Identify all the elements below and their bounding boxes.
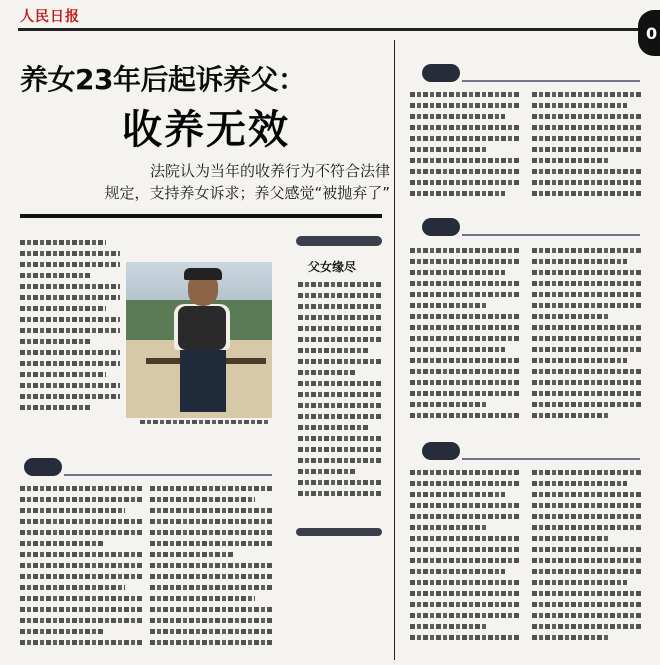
column-divider: [394, 40, 395, 660]
sidebar-title: 父女缘尽: [308, 260, 357, 274]
section-pill: [422, 64, 460, 82]
left-column-text: [20, 240, 120, 432]
headline-line2: 收养无效: [122, 107, 290, 153]
article-photo: [126, 262, 272, 418]
right-block1-col1: [410, 92, 520, 204]
article-deck: [20, 160, 390, 204]
section-pill: [422, 218, 460, 236]
section-head-right-3: [422, 442, 642, 460]
right-block3-col1: [410, 470, 520, 650]
sidebar-top-rule: [296, 236, 382, 246]
photo-caption: [140, 420, 270, 424]
section-pill: [24, 458, 62, 476]
page-number-tab: [638, 10, 660, 56]
section-head-right-1: [422, 64, 642, 82]
deck-line1: 法院认为当年的收养行为不符合法律: [149, 162, 390, 180]
right-block1-col2: [532, 92, 642, 204]
headline-line1: 养女23年后起诉养父：: [20, 63, 306, 96]
deck-rule: [20, 214, 382, 218]
right-block2-col2: [532, 248, 642, 424]
right-block3-col2: [532, 470, 642, 650]
bottom-left-column-2: [150, 486, 272, 656]
sidebar-bottom-rule: [296, 528, 382, 536]
deck-line2: 规定，支持养女诉求；养父感觉“被抛弃了”: [104, 184, 390, 202]
bottom-left-column-1: [20, 486, 142, 656]
sidebar-text: [298, 282, 382, 522]
masthead-paper-name: 人民日报: [20, 9, 80, 25]
section-pill: [422, 442, 460, 460]
sidebar-box: [296, 236, 384, 534]
masthead-rule: [18, 28, 640, 31]
page-number: 0: [646, 24, 658, 43]
section-head-right-2: [422, 218, 642, 236]
right-block2-col1: [410, 248, 520, 424]
section-head-left: [24, 458, 274, 476]
